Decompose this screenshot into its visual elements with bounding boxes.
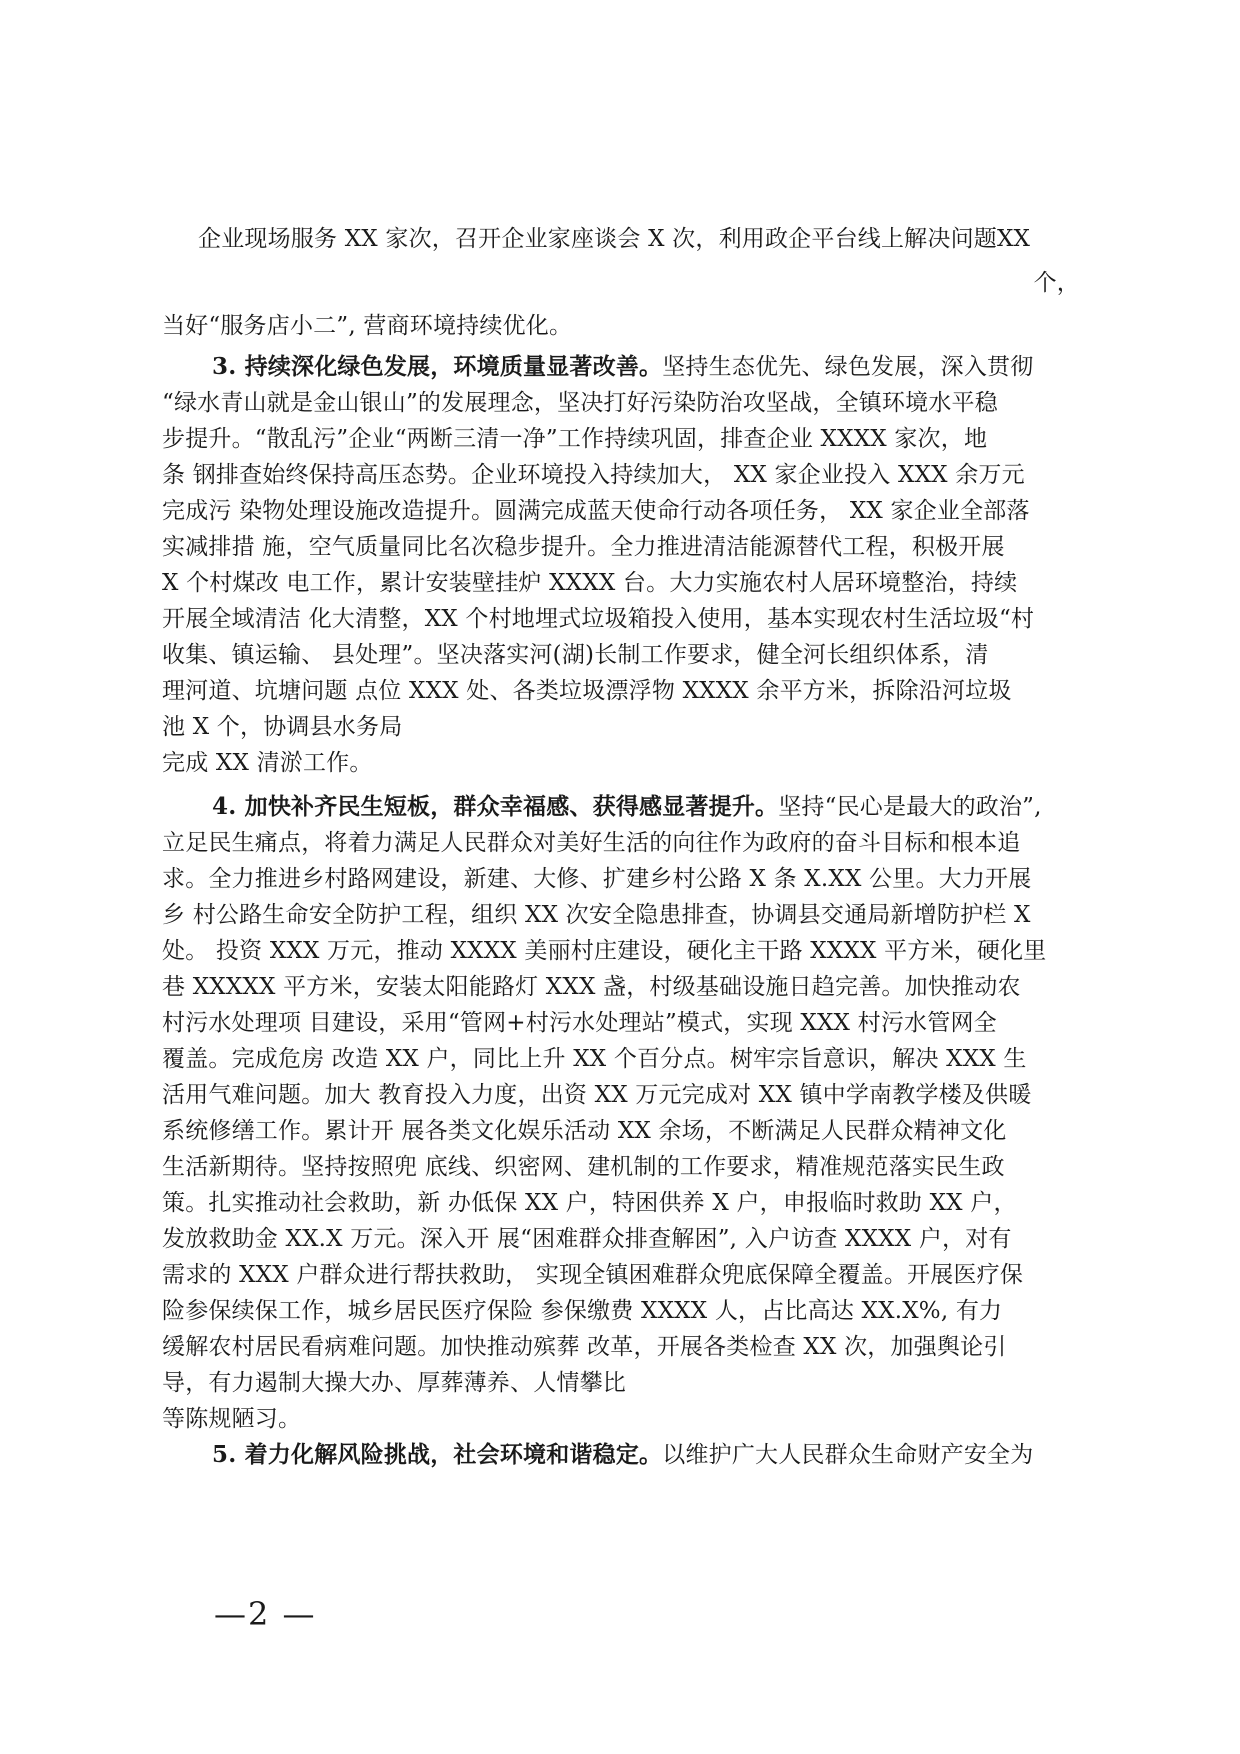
text-line: 巷 XXXXX 平方米，安装太阳能路灯 XXX 盏，村级基础设施日趋完善。加快推动农 <box>162 974 1021 1000</box>
section-4-line <box>212 790 1142 824</box>
text-line: 等陈规陋习。 <box>162 1406 302 1432</box>
text-line: 收集、镇运输、 县处理”。坚决落实河(湖)长制工作要求，健全河长组织体系，清 <box>162 642 989 668</box>
section-3-line <box>212 350 1142 384</box>
text-line: 策。扎实推动社会救助，新 办低保 XX 户，特困供养 X 户，申报临时救助 XX 户， <box>162 1190 1017 1216</box>
text-line: 覆盖。完成危房 改造 XX 户，同比上升 XX 个百分点。树牢宗旨意识，解决 XXX 生 <box>162 1046 1027 1072</box>
text-line: 村污水处理项 目建设，采用“管网+村污水处理站”模式，实现 XXX 村污水管网全 <box>162 1010 997 1036</box>
section-5-heading: 5. 着力化解风险挑战，社会环境和谐稳定。 <box>212 1441 663 1468</box>
text-line: 步提升。“散乱污”企业“两断三清一净”工作持续巩固，排查企业 XXXX 家次，地 <box>162 426 988 452</box>
section-3-heading: 3. 持续深化绿色发展，环境质量显著改善。 <box>212 353 663 380</box>
text-line: 池 X 个，协调县水务局 <box>162 714 403 740</box>
text-line: 生活新期待。坚持按照兜 底线、织密网、建机制的工作要求，精准规范落实民生政 <box>162 1154 1005 1180</box>
text-line: 完成污 染物处理设施改造提升。圆满完成蓝天使命行动各项任务， XX 家企业全部落 <box>162 498 1030 524</box>
text-line: 处。 投资 XXX 万元，推动 XXXX 美丽村庄建设，硬化主干路 XXXX 平方米，硬化里 <box>162 938 1047 964</box>
text-line: 个， <box>1033 270 1080 296</box>
section-5-line <box>212 1438 1142 1472</box>
text-line: 乡 村公路生命安全防护工程，组织 XX 次安全隐患排查，协调县交通局新增防护栏 X <box>162 902 1031 928</box>
text-line: “绿水青山就是金山银山”的发展理念，坚决打好污染防治攻坚战，全镇环境水平稳 <box>162 390 998 416</box>
text-line: 立足民生痛点，将着力满足人民群众对美好生活的向往作为政府的奋斗目标和根本追 <box>162 830 1021 856</box>
text-line: X 个村煤改 电工作，累计安装壁挂炉 XXXX 台。大力实施农村人居环境整治，持续 <box>162 570 1018 596</box>
section-4-lead: 坚持“民心是最大的政治”, <box>778 794 1042 820</box>
text-line: 企业现场服务 XX 家次，召开企业家座谈会 X 次，利用政企平台线上解决问题XX <box>198 226 1031 252</box>
text-line: 险参保续保工作，城乡居民医疗保险 参保缴费 XXXX 人，占比高达 XX.X%, 有力 <box>162 1298 1003 1324</box>
text-line: 当好“服务店小二”, 营商环境持续优化。 <box>162 313 573 339</box>
text-line: 发放救助金 XX.X 万元。深入开 展“困难群众排查解困”, 入户访查 XXXX 户，对有 <box>162 1226 1012 1252</box>
section-3-lead: 坚持生态优先、绿色发展，深入贯彻 <box>662 354 1034 380</box>
text-line: 缓解农村居民看病难问题。加快推动殡葬 改革，开展各类检查 XX 次，加强舆论引 <box>162 1334 1007 1360</box>
text-line: 系统修缮工作。累计开 展各类文化娱乐活动 XX 余场，不断满足人民群众精神文化 <box>162 1118 1007 1144</box>
section-4-heading: 4. 加快补齐民生短板，群众幸福感、获得感显著提升。 <box>212 793 779 820</box>
text-line: 条 钢排查始终保持高压态势。企业环境投入持续加大， XX 家企业投入 XXX 余万元 <box>162 462 1025 488</box>
section-5-lead: 以维护广大人民群众生命财产安全为 <box>662 1442 1034 1468</box>
text-line: 求。全力推进乡村路网建设，新建、大修、扩建乡村公路 X 条 X.XX 公里。大力开展 <box>162 866 1032 892</box>
text-line: 需求的 XXX 户群众进行帮扶救助， 实现全镇困难群众兜底保障全覆盖。开展医疗保 <box>162 1262 1024 1288</box>
text-line: 开展全域清洁 化大清整，XX 个村地埋式垃圾箱投入使用，基本实现农村生活垃圾“村 <box>162 606 1035 632</box>
text-line: 理河道、坑塘问题 点位 XXX 处、各类垃圾漂浮物 XXXX 余平方米，拆除沿河垃圾 <box>162 678 1012 704</box>
text-line: 完成 XX 清淤工作。 <box>162 750 373 776</box>
text-line: 活用气难问题。加大 教育投入力度，出资 XX 万元完成对 XX 镇中学南教学楼及供暖 <box>162 1082 1032 1108</box>
text-line: 实减排措 施，空气质量同比名次稳步提升。全力推进清洁能源替代工程，积极开展 <box>162 534 1005 560</box>
text-line: 导，有力遏制大操大办、厚葬薄养、人情攀比 <box>162 1370 626 1396</box>
page-number: —2 — <box>214 1595 317 1633</box>
